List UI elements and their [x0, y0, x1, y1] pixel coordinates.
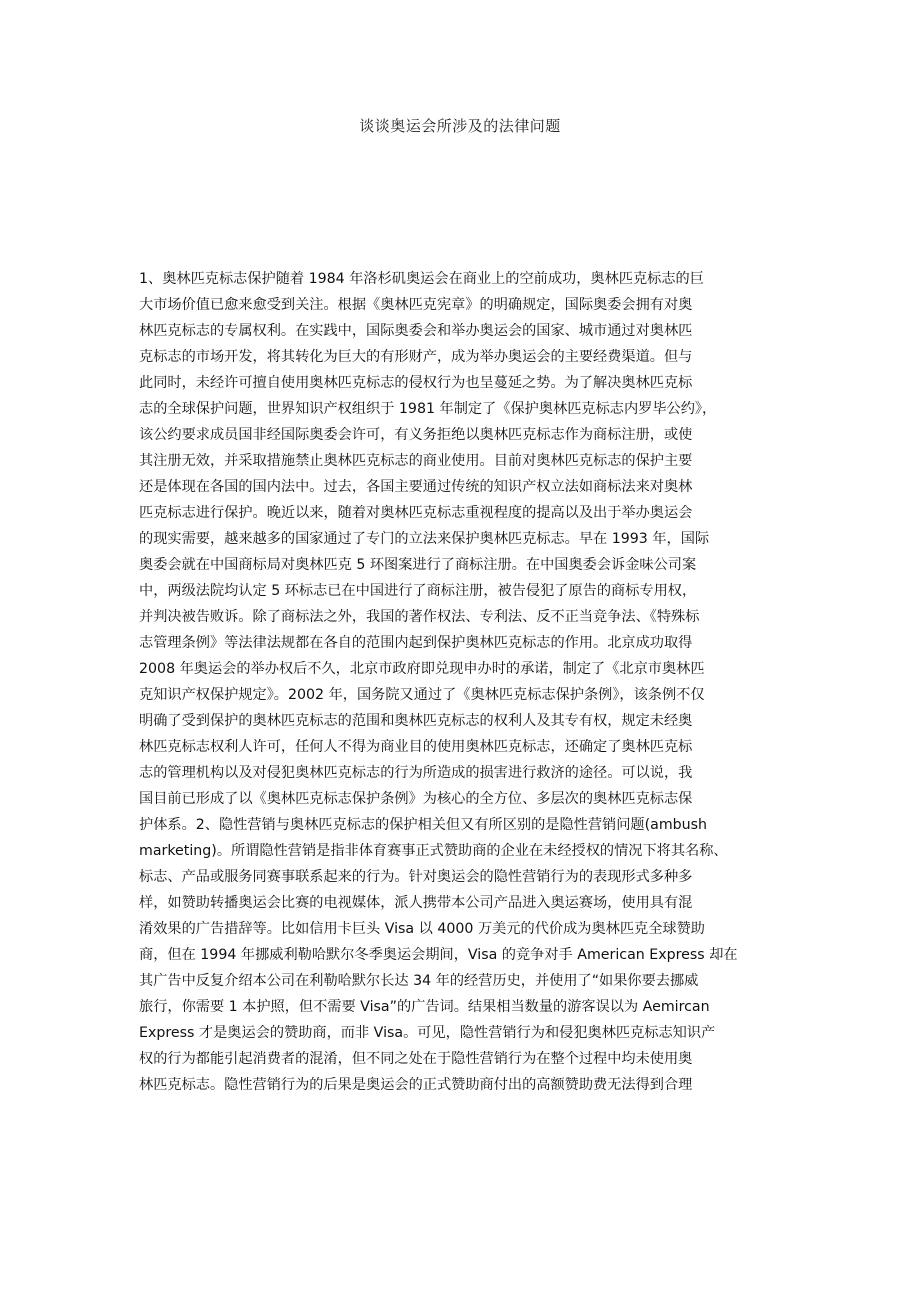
- body-text-line: 商，但在 1994 年挪威利勒哈默尔冬季奥运会期间，Visa 的竞争对手 American Express 却在: [139, 947, 738, 963]
- body-text-line: 的现实需要，越来越多的国家通过了专门的立法来保护奥林匹克标志。早在 1993 年，国际: [139, 531, 710, 547]
- body-text-line: 志管理条例》等法律法规都在各自的范围内起到保护奥林匹克标志的作用。北京成功取得: [139, 635, 693, 651]
- body-text-line: 此同时，未经许可擅自使用奥林匹克标志的侵权行为也呈蔓延之势。为了解决奥林匹克标: [139, 375, 693, 391]
- body-text-line: 林匹克标志的专属权利。在实践中，国际奥委会和举办奥运会的国家、城市通过对奥林匹: [139, 323, 693, 339]
- body-text-line: 奥委会就在中国商标局对奥林匹克 5 环图案进行了商标注册。在中国奥委会诉金味公司案: [139, 557, 697, 573]
- body-text-line: 国目前已形成了以《奥林匹克标志保护条例》为核心的全方位、多层次的奥林匹克标志保: [139, 791, 693, 807]
- body-text-line: 该公约要求成员国非经国际奥委会许可，有义务拒绝以奥林匹克标志作为商标注册，或使: [139, 427, 693, 443]
- body-text-line: 标志、产品或服务同赛事联系起来的行为。针对奥运会的隐性营销行为的表现形式多种多: [139, 869, 693, 885]
- body-text-line: 1、奥林匹克标志保护随着 1984 年洛杉矶奥运会在商业上的空前成功，奥林匹克标志的巨: [139, 271, 704, 287]
- body-text-line: 样，如赞助转播奥运会比赛的电视媒体，派人携带本公司产品进入奥运赛场，使用具有混: [139, 895, 693, 911]
- body-text-line: 大市场价值已愈来愈受到关注。根据《奥林匹克宪章》的明确规定，国际奥委会拥有对奥: [139, 297, 693, 313]
- body-text-line: 中，两级法院均认定 5 环标志已在中国进行了商标注册，被告侵犯了原告的商标专用权，: [139, 583, 697, 599]
- body-text-line: 克标志的市场开发，将其转化为巨大的有形财产，成为举办奥运会的主要经费渠道。但与: [139, 349, 693, 365]
- body-text-line: marketing)。所谓隐性营销是指非体育赛事正式赞助商的企业在未经授权的情况下将其名称、: [139, 843, 728, 859]
- body-text-line: 林匹克标志。隐性营销行为的后果是奥运会的正式赞助商付出的高额赞助费无法得到合理: [139, 1077, 693, 1093]
- document-body: [139, 266, 775, 1098]
- body-text-line: 匹克标志进行保护。晚近以来，随着对奥林匹克标志重视程度的提高以及出于举办奥运会: [139, 505, 693, 521]
- body-text-line: 淆效果的广告措辞等。比如信用卡巨头 Visa 以 4000 万美元的代价成为奥林匹克全球赞助: [139, 921, 705, 937]
- document-title: 谈谈奥运会所涉及的法律问题: [359, 117, 561, 135]
- body-text-line: 明确了受到保护的奥林匹克标志的范围和奥林匹克标志的权利人及其专有权，规定未经奥: [139, 713, 693, 729]
- body-text-line: 权的行为都能引起消费者的混淆，但不同之处在于隐性营销行为在整个过程中均未使用奥: [139, 1051, 693, 1067]
- body-text-line: 2008 年奥运会的举办权后不久，北京市政府即兑现申办时的承诺，制定了《北京市奥林匹: [139, 661, 705, 677]
- body-text-line: Express 才是奥运会的赞助商，而非 Visa。可见，隐性营销行为和侵犯奥林匹克标志知识产: [139, 1025, 716, 1041]
- body-text-line: 志的全球保护问题，世界知识产权组织于 1981 年制定了《保护奥林匹克标志内罗毕公约》，: [139, 401, 717, 417]
- body-text-line: 护体系。2、隐性营销与奥林匹克标志的保护相关但又有所区别的是隐性营销问题(ambush: [139, 817, 708, 833]
- body-text-line: 还是体现在各国的国内法中。过去，各国主要通过传统的知识产权立法如商标法来对奥林: [139, 479, 693, 495]
- body-text-line: 其注册无效，并采取措施禁止奥林匹克标志的商业使用。目前对奥林匹克标志的保护主要: [139, 453, 693, 469]
- body-text-line: 志的管理机构以及对侵犯奥林匹克标志的行为所造成的损害进行救济的途径。可以说，我: [139, 765, 693, 781]
- body-text-line: 克知识产权保护规定》。2002 年，国务院又通过了《奥林匹克标志保护条例》，该条例不仅: [139, 687, 705, 703]
- body-text-line: 并判决被告败诉。除了商标法之外，我国的著作权法、专利法、反不正当竞争法、《特殊标: [139, 609, 700, 625]
- body-text-line: 旅行，你需要 1 本护照，但不需要 Visa”的广告词。结果相当数量的游客误以为 Aemircan: [139, 999, 710, 1015]
- body-text-line: 其广告中反复介绍本公司在利勒哈默尔长达 34 年的经营历史，并使用了“如果你要去挪威: [139, 973, 699, 989]
- body-text-line: 林匹克标志权利人许可，任何人不得为商业目的使用奥林匹克标志，还确定了奥林匹克标: [139, 739, 693, 755]
